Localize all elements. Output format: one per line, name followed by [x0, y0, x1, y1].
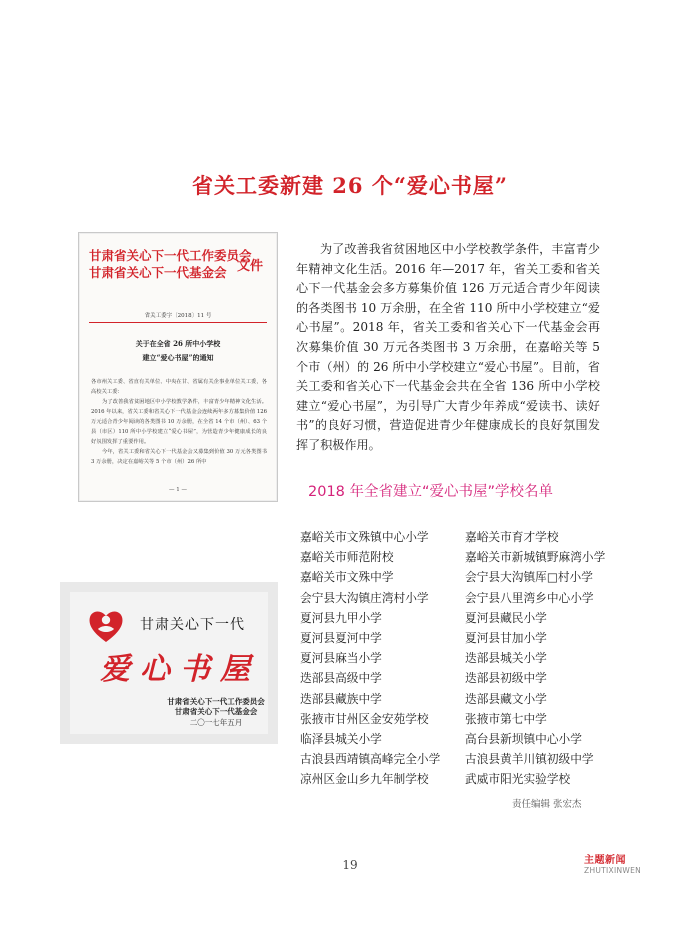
list-item: 高台县新坝镇中心小学: [465, 732, 582, 747]
list-item: 嘉峪关市新城镇野麻湾小学: [465, 550, 606, 565]
list-item: 夏河县甘加小学: [465, 631, 547, 646]
list-item: 夏河县九甲小学: [300, 610, 382, 625]
list-item: 凉州区金山乡九年制学校: [300, 772, 429, 787]
notice-red-rule: [89, 322, 267, 323]
plaque-image: [60, 582, 278, 744]
list-item: 临泽县城关小学: [300, 732, 382, 747]
heart-logo-icon: [86, 606, 126, 646]
list-item: 迭部县高级中学: [300, 671, 382, 686]
notice-header: [89, 247, 269, 287]
list-item: 嘉峪关市文殊镇中心小学: [300, 530, 429, 544]
list-item: 嘉峪关市文殊中学: [300, 570, 394, 585]
notice-salutation: 各市州关工委、省直有关单位、中央在甘、省属有关企事业单位关工委，各高校关工委：: [91, 379, 267, 395]
plaque-sign-line1: 甘肃省关心下一代工作委员会: [167, 697, 265, 706]
plaque-date: 二〇一七年五月: [189, 718, 243, 727]
list-item: 夏河县麻当小学: [300, 651, 382, 666]
school-list-right-column: [465, 527, 635, 790]
notice-body: [91, 377, 267, 467]
list-item: 古浪县西靖镇高峰完全小学: [300, 752, 441, 767]
article-paragraph: 为了改善我省贫困地区中小学校教学条件，丰富青少年精神文化生活。2016 年—2017 年，省关工委和省关心下一代基金会多方募集价值 126 万元适合青少年阅读的各类图书 10 万余册，在全省 110 所中小学校建立“爱心书屋”。2018 年，省关工委和省关心下一代基金会再次募集价值 30 万元各类图书 3 万余册，在嘉峪关等 5 个市（州）的 26 所中小学校建立“爱心书屋”。目前，省关工委和省关心下一代基金会共在全省 136 所中小学校建立“爱心书屋”，为引导广大青少年养成“爱读书、读好书”的良好习惯，营造促进青少年健康成长的良好氛围发挥了积极作用。: [296, 242, 600, 452]
notice-org-line2: 甘肃省关心下一代基金会: [89, 265, 227, 280]
list-item: 迭部县城关小学: [465, 651, 547, 666]
list-item: 会宁县大沟镇厍□村小学: [465, 570, 593, 585]
list-item: 迭部县初级中学: [465, 671, 547, 686]
section-tag: [584, 851, 641, 875]
school-list-left-column: [300, 527, 470, 790]
notice-body-para2: 今年，省关工委和省关心下一代基金会又募集到价值 30 万元各类图书 3 万余册，决定在嘉峪关等 5 个市（州）26 所中: [91, 449, 267, 465]
list-item: 会宁县大沟镇庄湾村小学: [300, 590, 429, 605]
notice-doc-number: 省关工委字〔2018〕11 号: [144, 313, 212, 319]
section-tag-zh: 主题新闻: [584, 855, 626, 866]
list-item: 迭部县藏文小学: [465, 691, 547, 706]
notice-body-para1: 为了改善我省贫困地区中小学校教学条件，丰富青少年精神文化生活。2016 年以来，省关工委和省关心下一代基金会连续两年多方募集价值 126 万元适合青少年阅读的各类图书 10 万余册，在全省 14 个市（州）、63 个县（市区）110 所中小学校建立“爱心书屋”，为营造青少年健康成长的良好氛围发挥了重要作用。: [91, 399, 267, 445]
list-item: 张掖市第七中学: [465, 711, 547, 726]
notice-title-line2: 建立“爱心书屋”的通知: [142, 353, 214, 362]
plaque-big-text: 爱心书屋: [100, 652, 260, 687]
list-item: 古浪县黄羊川镇初级中学: [465, 752, 594, 767]
list-item: 迭部县藏族中学: [300, 691, 382, 706]
list-item: 嘉峪关市育才学校: [465, 530, 559, 544]
list-item: 夏河县藏民小学: [465, 610, 547, 625]
plaque-sign-line2: 甘肃省关心下一代基金会: [174, 707, 258, 716]
notice-doc-label: 文件: [237, 259, 264, 274]
notice-page-label: — 1 —: [169, 487, 187, 493]
notice-document-image: [78, 232, 278, 502]
plaque-org-name: 甘肃关心下一代: [140, 617, 245, 633]
page-number: 19: [342, 858, 358, 872]
plaque-board: [70, 592, 268, 734]
list-item: 张掖市甘州区金安苑学校: [300, 711, 429, 726]
school-list-title: 2018 年全省建立“爱心书屋”学校名单: [308, 484, 554, 500]
article-title: 省关工委新建 26 个“爱心书屋”: [191, 173, 508, 198]
list-item: 会宁县八里湾乡中心小学: [465, 590, 594, 605]
editor-credit: 责任编辑 张宏杰: [512, 799, 582, 810]
list-item: 嘉峪关市师范附校: [300, 550, 394, 565]
notice-title-line1: 关于在全省 26 所中小学校: [135, 339, 221, 348]
notice-org-line1: 甘肃省关心下一代工作委员会: [89, 248, 252, 263]
list-item: 武威市阳光实验学校: [465, 772, 571, 787]
list-item: 夏河县夏河中学: [300, 631, 382, 646]
section-tag-pinyin: ZHUTIXINWEN: [584, 866, 642, 875]
